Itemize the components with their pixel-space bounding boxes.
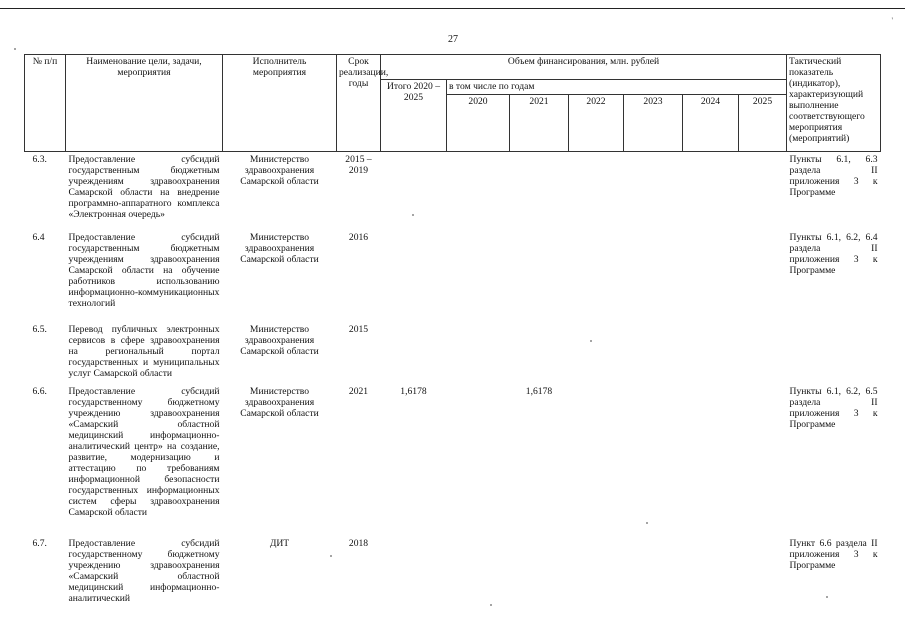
row-2023	[624, 322, 683, 384]
row-num: 6.7.	[32, 537, 47, 549]
row-2024	[683, 152, 739, 230]
top-rule	[0, 8, 905, 9]
row-2025	[739, 152, 787, 230]
table-row	[25, 230, 881, 322]
header-term: Срок реализации, годы	[337, 55, 381, 152]
row-2024	[683, 230, 739, 322]
header-indicator: Тактический показатель (индикатор), характеризующий выполнение соответствующего мероприятия (мероприятий)	[787, 55, 881, 152]
row-num: 6.5.	[32, 323, 47, 335]
row-executor: ДИТ	[269, 537, 290, 549]
corner-mark: '	[891, 16, 893, 25]
row-2025	[739, 536, 787, 608]
row-2024	[683, 536, 739, 608]
row-name: Предоставление субсидий государственному бюджетному учреждению здравоохранения «Самарский областной медицинский информационно-аналитический	[68, 537, 220, 604]
row-term: 2016	[348, 231, 369, 243]
row-num: 6.6.	[32, 385, 47, 397]
row-indicator: Пункты 6.1, 6.2, 6.4 раздела II приложения 3 к Программе	[789, 231, 878, 276]
row-2020	[447, 152, 510, 230]
row-name: Предоставление субсидий государственному бюджетному учреждению здравоохранения «Самарский областной медицинский информационно-аналитический центр» на создание, развитие, модернизацию и аттестацию по требованиям информационной безопасности государственных информационных систем сферы здравоохранения Самарской области	[68, 385, 220, 518]
row-indicator	[787, 322, 881, 384]
row-indicator: Пункты 6.1, 6.2, 6.5 раздела II приложения 3 к Программе	[789, 385, 878, 430]
row-2021: 1,6178	[525, 385, 553, 397]
table-header	[25, 55, 881, 152]
table-row	[25, 322, 881, 384]
row-total	[381, 152, 447, 230]
row-2023	[624, 152, 683, 230]
row-total: 1,6178	[400, 385, 427, 397]
header-by-years: в том числе по годам	[447, 80, 787, 95]
row-term: 2021	[348, 385, 369, 397]
scan-speck	[590, 340, 592, 342]
row-2022	[569, 384, 624, 536]
row-2022	[569, 536, 624, 608]
row-2024	[683, 322, 739, 384]
row-2022	[569, 152, 624, 230]
header-executor: Исполнитель мероприятия	[223, 55, 337, 152]
program-table	[24, 54, 880, 608]
row-2022	[569, 230, 624, 322]
row-2023	[624, 230, 683, 322]
table-body	[25, 152, 881, 608]
row-term: 2015 – 2019	[345, 154, 372, 176]
row-2023	[624, 384, 683, 536]
scan-speck	[826, 596, 828, 598]
row-indicator: Пункты 6.1, 6.3 раздела II приложения 3 к Программе	[789, 154, 878, 198]
table-row	[25, 152, 881, 230]
scan-speck	[14, 48, 16, 50]
row-2021	[510, 536, 569, 608]
row-executor: Министерство здравоохранения Самарской области	[240, 231, 319, 265]
row-term: 2015	[348, 323, 369, 335]
row-executor: Министерство здравоохранения Самарской области	[240, 154, 319, 187]
header-num: № п/п	[25, 55, 66, 152]
row-name: Предоставление субсидий государственным бюджетным учреждениям здравоохранения Самарской области на обучение работников использованию информационно-коммуникационных технологий	[68, 231, 220, 309]
row-2020	[447, 536, 510, 608]
row-2021	[510, 322, 569, 384]
row-indicator: Пункт 6.6 раздела II приложения 3 к Программе	[789, 537, 878, 571]
header-year-2025: 2025	[739, 95, 787, 152]
row-num: 6.3.	[32, 154, 47, 165]
table-row	[25, 536, 881, 608]
row-name: Предоставление субсидий государственным бюджетным учреждениям здравоохранения Самарской области на внедрение программно-аппаратного комплекса «Электронная очередь»	[68, 154, 220, 220]
row-2021	[510, 230, 569, 322]
page-number: 27	[448, 34, 458, 45]
row-2025	[739, 230, 787, 322]
table-row	[25, 384, 881, 536]
row-2022	[569, 322, 624, 384]
scan-speck	[330, 555, 332, 557]
row-term: 2018	[348, 537, 369, 549]
header-name: Наименование цели, задачи, мероприятия	[66, 55, 223, 152]
scan-speck	[646, 522, 648, 524]
header-year-2020: 2020	[447, 95, 510, 152]
header-funding: Объем финансирования, млн. рублей	[381, 55, 787, 80]
header-year-2022: 2022	[569, 95, 624, 152]
scan-speck	[412, 214, 414, 216]
scan-speck	[490, 604, 492, 606]
header-year-2024: 2024	[683, 95, 739, 152]
header-total: Итого 2020 – 2025	[381, 80, 447, 152]
row-total	[381, 322, 447, 384]
row-2020	[447, 230, 510, 322]
row-2024	[683, 384, 739, 536]
row-total	[381, 230, 447, 322]
header-year-2021: 2021	[510, 95, 569, 152]
row-2020	[447, 322, 510, 384]
row-2025	[739, 384, 787, 536]
row-num: 6.4	[32, 231, 45, 243]
row-2021	[510, 152, 569, 230]
row-name: Перевод публичных электронных сервисов в сфере здравоохранения на региональный портал государственных и муниципальных услуг Самарской области	[68, 323, 220, 379]
row-2023	[624, 536, 683, 608]
row-executor: Министерство здравоохранения Самарской области	[240, 323, 319, 357]
row-2020	[447, 384, 510, 536]
header-year-2023: 2023	[624, 95, 683, 152]
row-total	[381, 536, 447, 608]
row-executor: Министерство здравоохранения Самарской области	[240, 385, 319, 419]
row-2025	[739, 322, 787, 384]
